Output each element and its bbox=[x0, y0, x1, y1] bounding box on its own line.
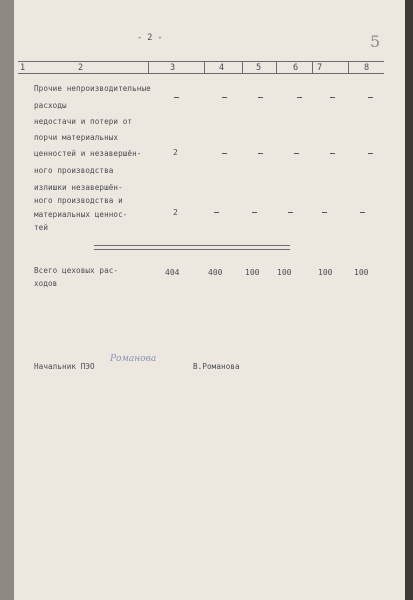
row-label-line: излишки незавершён- bbox=[34, 183, 123, 192]
column-divider bbox=[348, 61, 349, 74]
empty-value-dash bbox=[297, 97, 302, 98]
empty-value-dash bbox=[222, 97, 227, 98]
column-number: 4 bbox=[219, 63, 225, 73]
column-number: 1 bbox=[20, 63, 26, 73]
row-label-line: порчи материальных bbox=[34, 133, 119, 142]
empty-value-dash bbox=[330, 97, 335, 98]
column-divider bbox=[204, 61, 205, 74]
column-divider bbox=[276, 61, 277, 74]
row-value: 2 bbox=[173, 148, 178, 157]
signatory-name: В.Романова bbox=[193, 362, 240, 371]
column-divider bbox=[312, 61, 313, 74]
total-value: 400 bbox=[208, 268, 223, 277]
row-label-line: ценностей и незавершён- bbox=[34, 149, 142, 158]
row-label-line: Прочие непроизводительные bbox=[34, 84, 151, 93]
column-divider bbox=[148, 61, 149, 74]
column-number: 5 bbox=[256, 63, 262, 73]
column-number: 6 bbox=[293, 63, 299, 73]
column-number: 7 bbox=[317, 63, 323, 73]
empty-value-dash bbox=[288, 212, 293, 213]
signatory-title: Начальник ПЭО bbox=[34, 362, 95, 371]
total-label-line: ходов bbox=[34, 279, 58, 288]
row-label-line: ного производства bbox=[34, 166, 114, 175]
empty-value-dash bbox=[252, 212, 257, 213]
column-number: 8 bbox=[364, 63, 370, 73]
total-label-line: Всего цеховых рас- bbox=[34, 266, 119, 275]
empty-value-dash bbox=[360, 212, 365, 213]
total-value: 404 bbox=[165, 268, 180, 277]
row-label-line: материальных ценнос- bbox=[34, 210, 128, 219]
page-number: - 2 - bbox=[137, 33, 163, 43]
row-value: 2 bbox=[173, 208, 178, 217]
document-page bbox=[14, 0, 405, 600]
empty-value-dash bbox=[330, 153, 335, 154]
empty-value-dash bbox=[222, 153, 227, 154]
folio-number: 5 bbox=[370, 32, 381, 51]
total-double-rule bbox=[94, 245, 290, 246]
binding-strip bbox=[0, 0, 14, 600]
empty-value-dash bbox=[258, 97, 263, 98]
row-label-line: расходы bbox=[34, 101, 67, 110]
row-label-line: недостачи и потери от bbox=[34, 117, 133, 126]
total-value: 100 bbox=[245, 268, 260, 277]
table-top-rule bbox=[18, 61, 384, 62]
total-value: 100 bbox=[354, 268, 369, 277]
row-label-line: тей bbox=[34, 223, 49, 232]
empty-value-dash bbox=[258, 153, 263, 154]
empty-value-dash bbox=[294, 153, 299, 154]
total-double-rule bbox=[94, 249, 290, 250]
total-value: 100 bbox=[277, 268, 292, 277]
handwritten-signature: Романова bbox=[110, 354, 157, 364]
total-value: 100 bbox=[318, 268, 333, 277]
empty-value-dash bbox=[174, 97, 179, 98]
column-number: 2 bbox=[78, 63, 84, 73]
empty-value-dash bbox=[214, 212, 219, 213]
empty-value-dash bbox=[368, 153, 373, 154]
page-edge bbox=[405, 0, 413, 600]
empty-value-dash bbox=[368, 97, 373, 98]
column-number: 3 bbox=[170, 63, 176, 73]
header-bottom-rule bbox=[18, 73, 384, 74]
empty-value-dash bbox=[322, 212, 327, 213]
row-label-line: ного производства и bbox=[34, 196, 123, 205]
column-divider bbox=[242, 61, 243, 74]
